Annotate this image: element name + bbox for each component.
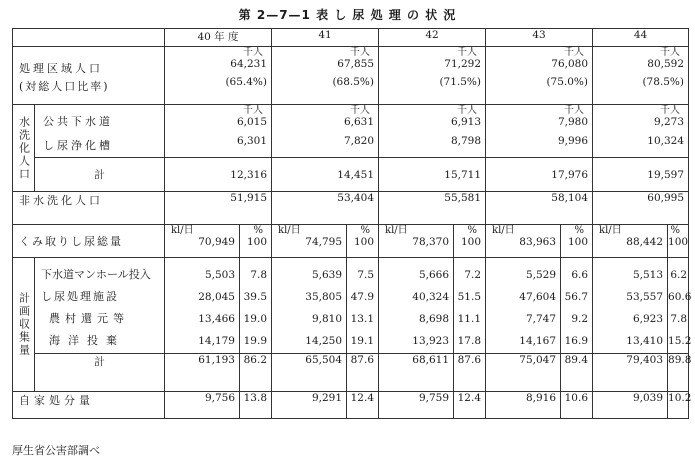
nonflush-cell: 51,915 xyxy=(165,192,272,225)
table-row xyxy=(13,354,689,392)
year-header: 42 xyxy=(379,29,486,47)
table-row xyxy=(13,192,689,225)
row-label-facility: し尿処理施設 xyxy=(41,290,119,303)
self-pct: 10.6 xyxy=(561,392,593,419)
table-row xyxy=(13,225,689,258)
collected-pct: % 100 xyxy=(561,225,593,258)
plan-total-value: 75,047 xyxy=(486,354,561,392)
table-row xyxy=(13,105,689,158)
collected-pct: % 100 xyxy=(347,225,379,258)
plan-values: 5,503 28,045 13,466 14,179 xyxy=(165,258,240,354)
group-label-plan: 計画収集量 xyxy=(13,258,35,392)
group-label-flush: 水洗化人口 xyxy=(13,105,35,192)
flush-cell: 千人 9,273 10,324 xyxy=(593,105,689,158)
collected-value: kl/日 88,442 xyxy=(593,225,668,258)
plan-total-value: 79,403 xyxy=(593,354,668,392)
row-label-area-pop: 処理区域人口 xyxy=(19,62,103,75)
flush-cell: 千人 6,913 8,798 xyxy=(379,105,486,158)
row-label-nonflush: 非水洗化人口 xyxy=(13,192,165,225)
flush-total: 12,316 xyxy=(165,158,272,192)
row-label-total: 計 xyxy=(35,354,165,392)
row-label-manhole: 下水道マンホール投入 xyxy=(41,268,151,281)
plan-pcts: 7.8 39.5 19.0 19.9 xyxy=(240,258,272,354)
flush-total: 14,451 xyxy=(272,158,379,192)
flush-cell: 千人 7,980 9,996 xyxy=(486,105,593,158)
plan-total-pct: 89.8 xyxy=(668,354,689,392)
table-row xyxy=(13,392,689,419)
self-pct: 12.4 xyxy=(347,392,379,419)
plan-pcts: 7.2 51.5 11.1 17.8 xyxy=(454,258,486,354)
self-value: 8,916 xyxy=(486,392,561,419)
nonflush-cell: 60,995 xyxy=(593,192,689,225)
self-value: 9,291 xyxy=(272,392,347,419)
area-pop-cell: 千人 64,231 (65.4%) xyxy=(165,47,272,105)
table-row xyxy=(13,158,689,192)
self-value: 9,039 xyxy=(593,392,668,419)
flush-total: 15,711 xyxy=(379,158,486,192)
collected-pct: % 100 xyxy=(454,225,486,258)
plan-total-value: 65,504 xyxy=(272,354,347,392)
sewage-table xyxy=(12,28,692,419)
plan-total-pct: 87.6 xyxy=(347,354,379,392)
area-pop-cell: 千人 71,292 (71.5%) xyxy=(379,47,486,105)
source-note: 厚生省公害部調べ xyxy=(12,444,100,457)
plan-pcts: 7.5 47.9 13.1 19.1 xyxy=(347,258,379,354)
plan-total-pct: 87.6 xyxy=(454,354,486,392)
plan-values: 5,513 53,557 6,923 13,410 xyxy=(593,258,668,354)
collected-value: kl/日 78,370 xyxy=(379,225,454,258)
plan-total-value: 61,193 xyxy=(165,354,240,392)
collected-pct: % 100 xyxy=(668,225,689,258)
row-label-sewer: 公共下水道 xyxy=(43,115,113,128)
flush-cell: 千人 6,015 6,301 xyxy=(165,105,272,158)
table-row xyxy=(13,47,689,105)
collected-value: kl/日 70,949 xyxy=(165,225,240,258)
area-pop-cell: 千人 76,080 (75.0%) xyxy=(486,47,593,105)
self-value: 9,759 xyxy=(379,392,454,419)
flush-total: 17,976 xyxy=(486,158,593,192)
plan-pcts: 6.6 56.7 9.2 16.9 xyxy=(561,258,593,354)
area-pop-cell: 千人 80,592 (78.5%) xyxy=(593,47,689,105)
plan-values: 5,639 35,805 9,810 14,250 xyxy=(272,258,347,354)
row-label-self: 自家処分量 xyxy=(13,392,165,419)
nonflush-cell: 53,404 xyxy=(272,192,379,225)
collected-value: kl/日 74,795 xyxy=(272,225,347,258)
row-label-ocean: 海洋投棄 xyxy=(49,334,125,347)
header-row xyxy=(13,29,689,47)
row-label-septic: し尿浄化槽 xyxy=(43,139,113,152)
row-label-subtotal: 計 xyxy=(35,158,165,192)
plan-values: 5,529 47,604 7,747 14,167 xyxy=(486,258,561,354)
plan-total-pct: 89.4 xyxy=(561,354,593,392)
year-header: 41 xyxy=(272,29,379,47)
self-value: 9,756 xyxy=(165,392,240,419)
row-label-collected: くみ取りし尿総量 xyxy=(13,225,165,258)
year-header: 44 xyxy=(593,29,689,47)
self-pct: 12.4 xyxy=(454,392,486,419)
flush-cell: 千人 6,631 7,820 xyxy=(272,105,379,158)
table-title: 第 2—7—1 表 し 尿 処 理 の 状 況 xyxy=(238,8,457,22)
table-row xyxy=(13,258,689,354)
collected-value: kl/日 83,963 xyxy=(486,225,561,258)
collected-pct: % 100 xyxy=(240,225,272,258)
year-header: 40 年 度 xyxy=(165,29,272,47)
plan-total-value: 68,611 xyxy=(379,354,454,392)
plan-values: 5,666 40,324 8,698 13,923 xyxy=(379,258,454,354)
row-label-rural: 農村還元等 xyxy=(49,312,129,325)
flush-total: 19,597 xyxy=(593,158,689,192)
nonflush-cell: 58,104 xyxy=(486,192,593,225)
year-header: 43 xyxy=(486,29,593,47)
header-blank xyxy=(13,29,165,47)
self-pct: 10.2 xyxy=(668,392,689,419)
row-label-ratio: (対総人口比率) xyxy=(19,80,110,93)
self-pct: 13.8 xyxy=(240,392,272,419)
plan-total-pct: 86.2 xyxy=(240,354,272,392)
area-pop-cell: 千人 67,855 (68.5%) xyxy=(272,47,379,105)
nonflush-cell: 55,581 xyxy=(379,192,486,225)
plan-pcts: 6.2 60.6 7.8 15.2 xyxy=(668,258,689,354)
